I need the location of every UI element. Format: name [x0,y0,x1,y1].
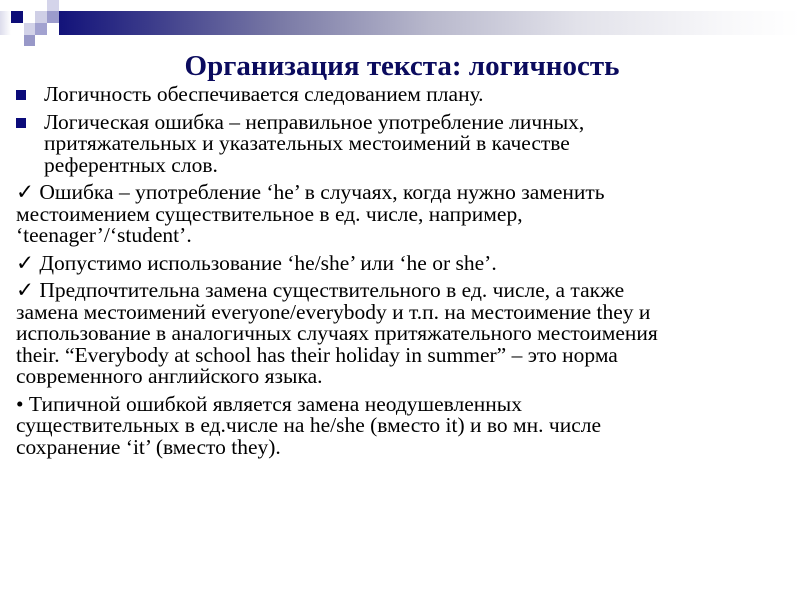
paragraph-line: существительных в ед.числе на he/she (вместо it) и во мн. числе [16,413,602,437]
decor-square-light [35,11,47,23]
square-bullet-icon [16,118,26,128]
decor-square-light-2 [24,23,35,35]
paragraph-line: ‘teenager’/‘student’. [16,223,192,247]
paragraph-line: замена местоимений everyone/everybody и т.п. на местоимение they и [16,299,651,324]
slide-title: Организация текста: логичность [184,50,620,82]
paragraph-typical-error [0,391,736,459]
paragraph-line: ✓ Ошибка – употребление ‘he’ в случаях, когда нужно заменить [16,180,605,204]
bullet-line: Логичность обеспечивается следованием плану. [44,82,484,106]
bullet-line: референтных слов. [44,152,218,177]
paragraph-line: современного английского языка. [16,364,323,388]
paragraph-line: использование в аналогичных случаях притяжательного местоимения [16,321,658,345]
decor-square-medium-2 [35,23,47,35]
paragraph-line: • Типичной ошибкой является замена неодушевленных [16,391,523,416]
bullet-line: Логическая ошибка – неправильное употребление личных, [44,109,585,134]
decor-square-lavender [47,0,59,11]
paragraph-line: ✓ Допустимо использование ‘he/she’ или ‘he or she’. [16,250,497,275]
paragraph-line: местоимением существительное в ед. числе, например, [16,201,523,226]
paragraph-line: сохранение ‘it’ (вместо they). [16,434,281,459]
square-bullet-icon [16,90,26,100]
decor-square-purple [24,35,35,46]
paragraph-they-preferred [0,280,736,388]
decor-square-navy [11,11,23,23]
paragraph-he-error [0,182,736,247]
bullet-item-logic-error [0,109,704,177]
decor-square-medium [47,11,59,23]
decor-left-fade [0,11,11,35]
bullet-item-logic-plan [0,84,704,106]
paragraph-line: their. “Everybody at school has their holiday in summer” – это норма [16,342,618,367]
bullet-line: притяжательных и указательных местоимений в качестве [44,131,570,155]
slide-body [0,84,800,458]
paragraph-he-she-allowed [0,250,736,275]
header-gradient-bar [59,11,800,35]
paragraph-line: ✓ Предпочтительна замена существительного в ед. числе, а также [16,278,625,302]
